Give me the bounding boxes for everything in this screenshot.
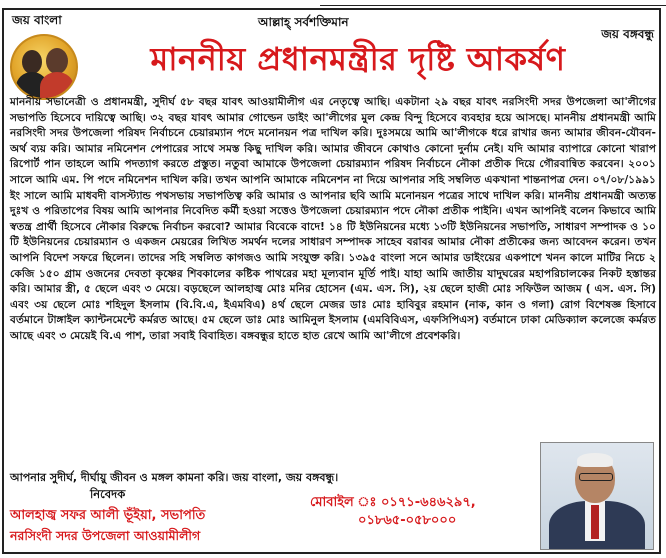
top-rule (320, 0, 666, 6)
slogan-joy-bangabandhu: জয় বঙ্গবন্ধু (601, 27, 654, 41)
body-content: সুদীর্ঘ ৫৮ বছর যাবৎ আওয়ামীলীগ এর নেতৃত্বে আছি। একটানা ২৯ বছর যাবৎ নরসিংদী সদর উপজেলা আ'লীগের সভাপতি হিসেবে দায়িত্বে আছি। ৩২ বছর যাবৎ আমার গোল্ডেন ডাইং আ'লীগের মুল কেন্দ্র বিন্দু হিসেবে ব্যবহার হয়ে আসছে। মাননীয় প্রধানমন্ত্রী আমি নরসিংদী সদর উপজেলা পরিষদ নির্বাচনে চেয়ারম্যান পদে মনোনয়ন পত্র দাখিল করি। দুঃসময়ে আমি আ'লীগকে ধরে রাখার জন্য আমার জীবন-যৌবন-অর্থ ব্যয় করি। আমার নমিনেশন পেপারের সাথে সমস্ত কিছু দাখিল করি। আমার জীবনে কোথাও কোনো দুর্নাম নেই। যদি আমার ব্যাপারে কোনো খারাপ রিপোর্ট পান তাহলে আমি পদত্যাগ করতে প্রস্তুত। নতুবা আমাকে উপজেলা চেয়ারম্যান পরিষদ নির্বাচনে নৌকা প্রতীক দিয়ে গৌরবান্বিত করবেন। ২০০১ সালে আমি এম. পি পদে নমিনেশন দাখিল করি। তখন আপনি আমাকে নমিনেশন না দিয়ে আপনার সহি সম্বলিত একখানা শান্তনাপত্র দেন। ০৭/০৮/১৯৯১ ইং সালে আমি মাধবদী বাসস্ট্যান্ড পথসভায় সভাপতিত্ব করি আমার ও আপনার ছবি আমি মনোনয়ন পত্রের সাথে দাখিল করি। মাননীয় প্রধানমন্ত্রী অত্যন্ত দুঃখ ও পরিতাপের বিষয় আমি আপনার নিবেদিত কর্মী হওয়া সত্তেও উপজেলা চেয়ারম্যান পদে নৌকা প্রতীক পাইনি। এখন আপনিই বলেন কিভাবে আমি স্বতন্ত্র প্রার্থী হিসেবে নৌকার বিরুদ্ধে নির্বাচন করবো? আমার বিবেকে বাদে! ১৪ টি ইউনিয়নের মধ্যে ১৩টি ইউনিয়নের সভাপতি, সাধারণ সম্পাদক ও ১০ টি ইউনিয়নের চেয়ারম্যান ও একজন মেয়রের লিখিত সমর্থন দলের সাধারণ সম্পাদক সাহেব বরাবর আমার নৌকা প্রতীকের জন্য আবেদন করেন। তখন আপনি বিদেশ সফরে ছিলেন। তাদের সহি সম্বলিত কাগজও আমি সংযুক্ত করি। ১৩৯৫ বাংলা সনে আমার ডাইংয়ের একপাশে খনন কালে মাটির নিচে ২ কেজি ১৫০ গ্রাম ওজনের দেবতা কৃষ্ণের শিবকালের কষ্টিক পাথরের মহা মূল্যবান মূর্তি পাই। যাহা আমি জাতীয় যাদুঘরের মহাপরিচালকের নিকট হস্তান্তর করি। আমার স্ত্রী, ৫ ছেলে এবং ৩ মেয়ে। বড়ছেলে আলহাজ্ব মোঃ মনির হোসেন (এম. এস. সি), ২য় ছেলে হাজী মোঃ সফিউল আজম ( এস. এস. সি) এবং ৩য় ছেলে মোঃ শহিদুল ইসলাম (বি.বি.এ, ইএমবিএ) ৪র্থ ছেলে মেজর ডাঃ মোঃ হাবিবুর রহমান (নাক, কান ও গলা) রোগ বিশেষজ্ঞ হিসাবে বর্তমানে টাঙ্গাইল ক্যান্টনমেন্টে কর্মরত আছে। ৫ম ছেলে ডাঃ মোঃ আমিনুল ইসলাম (এমবিবিএস, এফসিপিএস) বর্তমানে ঢাকা মেডিক্যাল কলেজে কর্মরত আছে এবং ৩ মেয়েই বি.এ পাশ, তারা সবাই বিবাহিত। বঙ্গবন্ধুর হাতে হাত রেখে আমি আ'লীগে প্রবেশকরি। (10, 95, 656, 342)
contact-block (310, 494, 510, 530)
signatory-photo (540, 442, 654, 550)
photo-tie (591, 505, 599, 539)
photo-glasses (579, 473, 613, 481)
body-paragraph (10, 94, 656, 344)
signatory-name: আলহাজ্ব সফর আলী ভূঁইয়া, সভাপতি (10, 508, 206, 523)
slogan-joy-bangla: জয় বাংলা (12, 13, 62, 27)
leader-face-1 (22, 50, 42, 74)
mobile-number-2: ০১৮৬৫-০৫৮০০০ (358, 513, 457, 528)
signature-label: নিবেদক (90, 487, 126, 501)
headline: মাননীয় প্রধানমন্ত্রীর দৃষ্টি আকর্ষণ (150, 40, 566, 78)
leaders-photo (10, 34, 78, 100)
slogan-allah: আল্লাহ্ সর্বশক্তিমান (258, 15, 349, 29)
signatory-organization: নরসিংদী সদর উপজেলা আওয়ামীলীগ (10, 528, 201, 543)
body-lead: মাননীয় সভানেত্রী ও প্রধানমন্ত্রী, (10, 95, 148, 108)
photo-hair (577, 453, 613, 467)
closing-line: আপনার সুদীর্ঘ, দীর্ঘায়ু জীবন ও মঙ্গল কামনা করি। জয় বাংলা, জয় বঙ্গবন্ধু। (10, 471, 339, 484)
leader-face-2 (46, 48, 68, 74)
mobile-number-1: মোবাইল ঃ ০১৭১-৬৪৬২৯৭, (310, 495, 476, 510)
